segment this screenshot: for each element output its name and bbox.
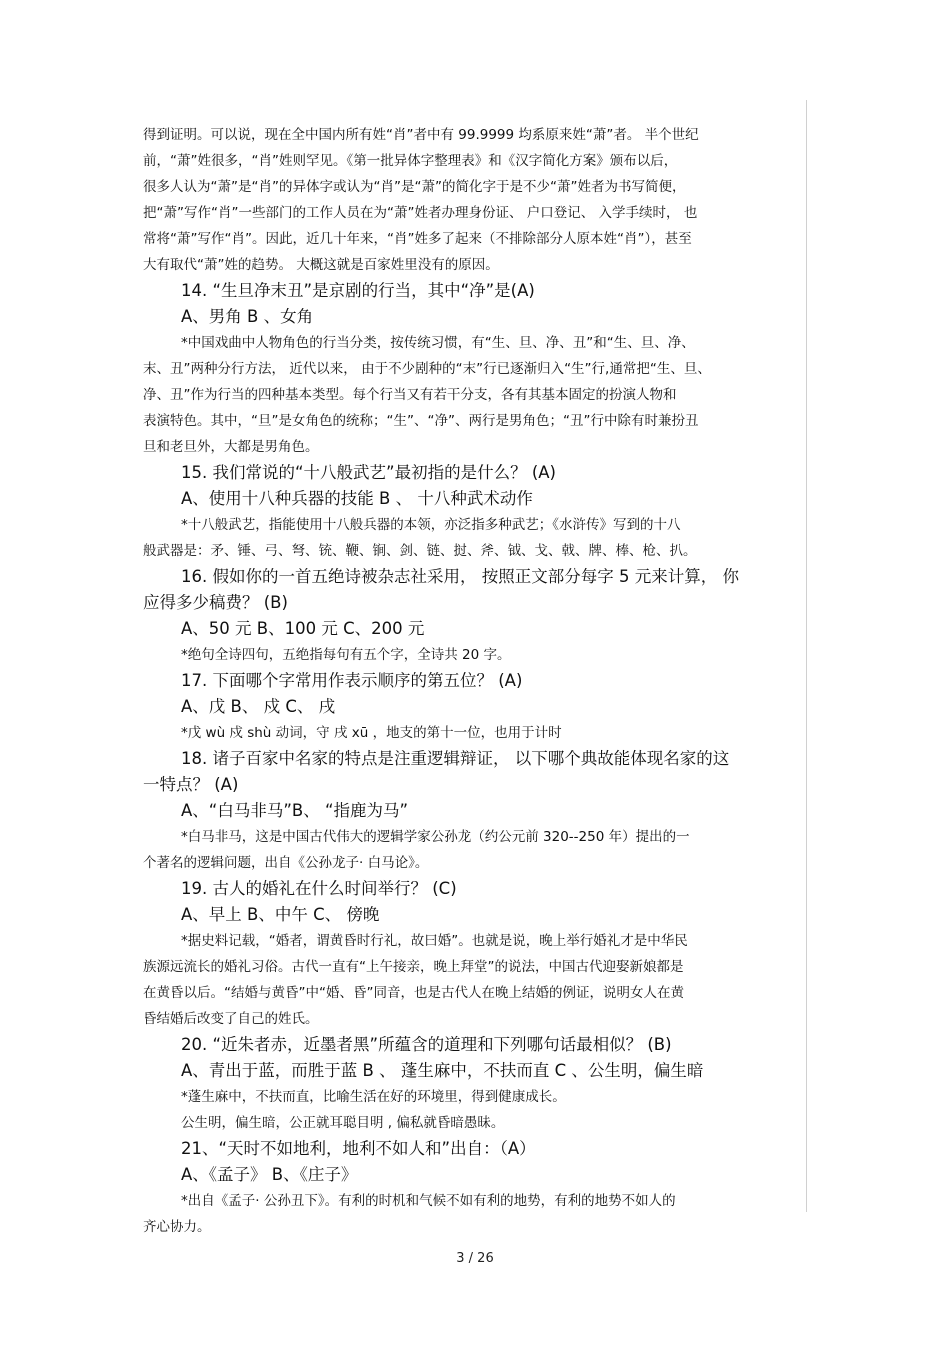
text-line: 常将“萧”写作“肖”。因此，近几十年来，“肖”姓多了起来（不排除部分人原本姓“肖”），甚至 bbox=[143, 231, 692, 247]
question-line: 16. 假如你的一首五绝诗被杂志社采用， 按照正文部分每字 5 元来计算， 你 bbox=[181, 567, 739, 586]
page-number: 3 / 26 bbox=[456, 1251, 494, 1266]
text-line: *据史料记载，“婚者，谓黄昏时行礼，故曰婚”。也就是说，晚上举行婚礼才是中华民 bbox=[181, 933, 688, 949]
question-line: 一特点？ (A) bbox=[143, 775, 239, 794]
text-line: *出自《孟子· 公孙丑下》。有利的时机和气候不如有利的地势，有利的地势不如人的 bbox=[181, 1193, 676, 1209]
question-line: A、早上 B、中午 C、 傍晚 bbox=[181, 905, 380, 924]
text-line: 族源远流长的婚礼习俗。古代一直有“上午接亲，晚上拜堂”的说法，中国古代迎娶新娘都是 bbox=[143, 959, 684, 975]
text-line: 昏结婚后改变了自己的姓氏。 bbox=[143, 1011, 319, 1027]
question-line: 20. “近朱者赤，近墨者黑”所蕴含的道理和下列哪句话最相似？ (B) bbox=[181, 1035, 672, 1054]
question-line: A、《孟子》 B、《庄子》 bbox=[181, 1165, 358, 1184]
text-line: *中国戏曲中人物角色的行当分类，按传统习惯，有“生、旦、净、丑”和“生、旦、净、 bbox=[181, 335, 695, 351]
text-line: 末、丑”两种分行方法， 近代以来， 由于不少剧种的“末”行已逐渐归入“生”行,通常把“生、旦、 bbox=[143, 361, 711, 377]
question-line: 21、“天时不如地利，地利不如人和”出自：（A） bbox=[181, 1139, 536, 1158]
text-line: 表演特色。其中，“旦”是女角色的统称；“生”、“净”、两行是男角色；“丑”行中除有时兼扮丑 bbox=[143, 413, 699, 429]
text-line: 净、丑”作为行当的四种基本类型。每个行当又有若干分支，各有其基本固定的扮演人物和 bbox=[143, 387, 677, 403]
text-line: *绝句全诗四句，五绝指每句有五个字，全诗共 20 字。 bbox=[181, 647, 511, 663]
text-line: *白马非马，这是中国古代伟大的逻辑学家公孙龙（约公元前 320--250 年）提出的一 bbox=[181, 829, 690, 845]
question-line: A、青出于蓝，而胜于蓝 B 、 蓬生麻中，不扶而直 C 、公生明，偏生暗 bbox=[181, 1061, 704, 1080]
text-line: 旦和老旦外，大都是男角色。 bbox=[143, 439, 319, 455]
document-body bbox=[143, 122, 813, 1240]
text-line: 在黄昏以后。“结婚与黄昏”中“婚、昏”同音，也是古代人在晚上结婚的例证，说明女人在黄 bbox=[143, 985, 684, 1001]
question-line: 15. 我们常说的“十八般武艺”最初指的是什么？ (A) bbox=[181, 463, 556, 482]
question-line: A、“白马非马”B、 “指鹿为马” bbox=[181, 801, 409, 820]
text-line: 大有取代“萧”姓的趋势。 大概这就是百家姓里没有的原因。 bbox=[143, 257, 499, 273]
text-line: 公生明，偏生暗，公正就耳聪目明 , 偏私就昏暗愚昧。 bbox=[181, 1115, 505, 1131]
question-line: A、男角 B 、女角 bbox=[181, 307, 314, 326]
text-line: *戊 wù 戍 shù 动词，守 戌 xū ，地支的第十一位，也用于计时 bbox=[181, 725, 562, 741]
question-line: 17. 下面哪个字常用作表示顺序的第五位？ (A) bbox=[181, 671, 523, 690]
question-line: A、50 元 B、100 元 C、200 元 bbox=[181, 619, 425, 638]
question-line: A、戊 B、 戍 C、 戌 bbox=[181, 697, 336, 716]
question-line: 应得多少稿费？ (B) bbox=[143, 593, 288, 612]
text-line: 得到证明。可以说，现在全中国内所有姓“肖”者中有 99.9999 均系原来姓“萧”者。 半个世纪 bbox=[143, 127, 699, 143]
text-line: *十八般武艺，指能使用十八般兵器的本领，亦泛指多种武艺；《水浒传》写到的十八 bbox=[181, 517, 681, 533]
text-line: 般武器是：矛、锤、弓、弩、铳、鞭、锏、剑、链、挝、斧、钺、戈、戟、牌、棒、枪、扒。 bbox=[143, 543, 697, 559]
question-line: 18. 诸子百家中名家的特点是注重逻辑辩证， 以下哪个典故能体现名家的这 bbox=[181, 749, 730, 768]
question-line: A、使用十八种兵器的技能 B 、 十八种武术动作 bbox=[181, 489, 533, 508]
text-line: 前，“萧”姓很多，“肖”姓则罕见。《第一批异体字整理表》和《汉字简化方案》颁布以后， bbox=[143, 153, 678, 169]
text-line: *蓬生麻中，不扶而直，比喻生活在好的环境里，得到健康成长。 bbox=[181, 1089, 566, 1105]
question-line: 14. “生旦净末丑”是京剧的行当，其中“净”是(A) bbox=[181, 281, 535, 300]
text-line: 很多人认为“萧”是“肖”的异体字或认为“肖”是“萧”的简化字于是不少“萧”姓者为书写简便， bbox=[143, 179, 686, 195]
text-line: 个著名的逻辑问题，出自《公孙龙子· 白马论》。 bbox=[143, 855, 429, 871]
question-line: 19. 古人的婚礼在什么时间举行？ (C) bbox=[181, 879, 457, 898]
text-line: 把“萧”写作“肖”一些部门的工作人员在为“萧”姓者办理身份证、 户口登记、 入学手续时， 也 bbox=[143, 205, 698, 221]
text-line: 齐心协力。 bbox=[143, 1219, 211, 1235]
